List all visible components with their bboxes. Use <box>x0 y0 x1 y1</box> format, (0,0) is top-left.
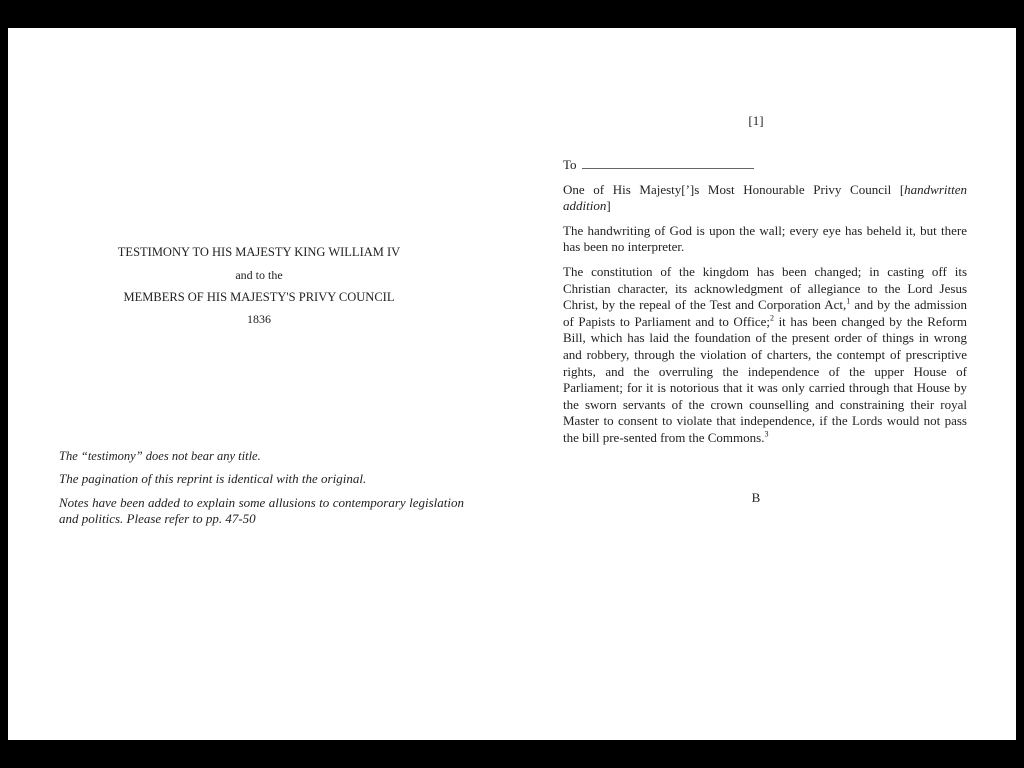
editorial-notes <box>59 448 464 535</box>
addressee-close: ] <box>606 198 611 214</box>
footnote-ref-3[interactable]: 3 <box>764 429 769 439</box>
footnote-ref-1[interactable]: 1 <box>846 296 851 306</box>
to-label: To <box>563 157 577 172</box>
document-spread <box>8 28 1016 740</box>
title-line-2: and to the <box>235 267 283 282</box>
title-line-3: MEMBERS OF HIS MAJESTY'S PRIVY COUNCIL <box>123 289 395 304</box>
footnote-ref-2[interactable]: 2 <box>770 313 774 323</box>
addressee-text: One of His Majesty[’]s Most Honourable Privy Council [ <box>563 181 905 197</box>
signature-mark: B <box>751 490 761 505</box>
body-text <box>563 156 967 455</box>
to-line <box>563 156 967 174</box>
paragraph-2-part-c: it has been changed by the Reform Bill, which has laid the foundation of the present order of things in wrong and robbery, through the violation of charters, the contempt of prescriptive rights, and the overruling the independence of the upper House of Parliament; for it is notorious that it was only carried through that House by the sworn servants of the crown counselling and constraining their royal Master to consent to violate that independence, if the Lords would not pass the bill pre-sented from the Commons. <box>563 313 968 445</box>
note-title: The “testimony” does not bear any title. <box>59 449 261 463</box>
paragraph-1: The handwriting of God is upon the wall; every eye has beheld it, but there has been no interpreter. <box>563 222 967 255</box>
addressee-blank <box>582 156 754 169</box>
paragraph-2 <box>563 264 967 447</box>
paragraph-2-part-b: and by the admission of Papists to Parliament and to Office; <box>563 297 967 329</box>
left-page <box>8 28 512 740</box>
title-block <box>108 246 410 335</box>
handwritten-note: handwritten addition <box>563 181 967 214</box>
addressee-paragraph <box>563 182 967 215</box>
paragraph-2-part-a: The constitution of the kingdom has been changed; in casting off its Christian character, its acknowledgment of allegiance to the Lord Jesus Christ, by the repeal of the Test and Corporation Act, <box>563 263 967 313</box>
title-year: 1836 <box>247 312 271 326</box>
note-pagination: The pagination of this reprint is identical with the original. <box>59 471 367 486</box>
page-number: [1] <box>748 113 764 128</box>
right-page <box>512 28 1016 740</box>
note-annotations: Notes have been added to explain some allusions to contemporary legislation and politics. Please refer to pp. 47-50 <box>59 495 464 526</box>
title-line-1: TESTIMONY TO HIS MAJESTY KING WILLIAM IV <box>117 245 401 259</box>
